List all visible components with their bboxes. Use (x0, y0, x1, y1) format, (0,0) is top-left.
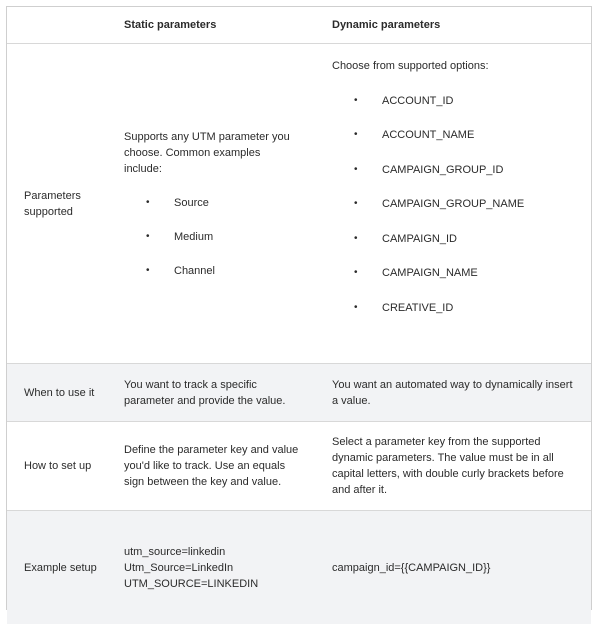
static-when-cell: You want to track a specific parameter and provide the value. (105, 364, 309, 422)
list-item: • CREATIVE_ID (332, 300, 575, 316)
list-item: • Channel (124, 263, 299, 279)
dynamic-supported-cell (309, 44, 591, 364)
header-static-parameters: Static parameters (105, 7, 309, 44)
example-line: utm_source=linkedin (124, 544, 299, 560)
dynamic-supported-list (332, 93, 575, 316)
row-label-parameters-supported: Parameters supported (7, 44, 105, 364)
dynamic-how-cell: Select a parameter key from the supported dynamic parameters. The value must be in all capital letters, with double curly brackets before and after it. (309, 422, 591, 511)
row-label-example-setup: Example setup (7, 511, 105, 624)
list-item: • CAMPAIGN_GROUP_ID (332, 162, 575, 178)
table-header-row (7, 7, 591, 44)
table-row-when-to-use (7, 364, 591, 422)
row-label-how-to-set-up: How to set up (7, 422, 105, 511)
static-how-cell: Define the parameter key and value you'd like to track. Use an equals sign between the key and value. (105, 422, 309, 511)
static-example-cell (105, 511, 309, 624)
example-line: Utm_Source=LinkedIn (124, 560, 299, 576)
dynamic-example-cell: campaign_id={{CAMPAIGN_ID}} (309, 511, 591, 624)
utm-parameters-table (7, 7, 591, 624)
utm-parameters-table-frame (6, 6, 592, 610)
header-empty-cell (7, 7, 105, 44)
dynamic-supported-intro: Choose from supported options: (332, 58, 575, 74)
list-item: • ACCOUNT_NAME (332, 127, 575, 143)
list-item: • ACCOUNT_ID (332, 93, 575, 109)
list-item: • CAMPAIGN_GROUP_NAME (332, 196, 575, 212)
static-supported-cell (105, 44, 309, 364)
list-item: • CAMPAIGN_ID (332, 231, 575, 247)
table-row-example-setup (7, 511, 591, 624)
list-item: • Medium (124, 229, 299, 245)
list-item: • Source (124, 195, 299, 211)
row-label-when-to-use: When to use it (7, 364, 105, 422)
header-dynamic-parameters: Dynamic parameters (309, 7, 591, 44)
static-supported-list (124, 195, 299, 279)
dynamic-when-cell: You want an automated way to dynamically insert a value. (309, 364, 591, 422)
static-supported-intro: Supports any UTM parameter you choose. Common examples include: (124, 129, 299, 177)
list-item: • CAMPAIGN_NAME (332, 265, 575, 281)
table-row-how-to-set-up (7, 422, 591, 511)
example-line: UTM_SOURCE=LINKEDIN (124, 576, 299, 592)
table-row-parameters-supported (7, 44, 591, 364)
